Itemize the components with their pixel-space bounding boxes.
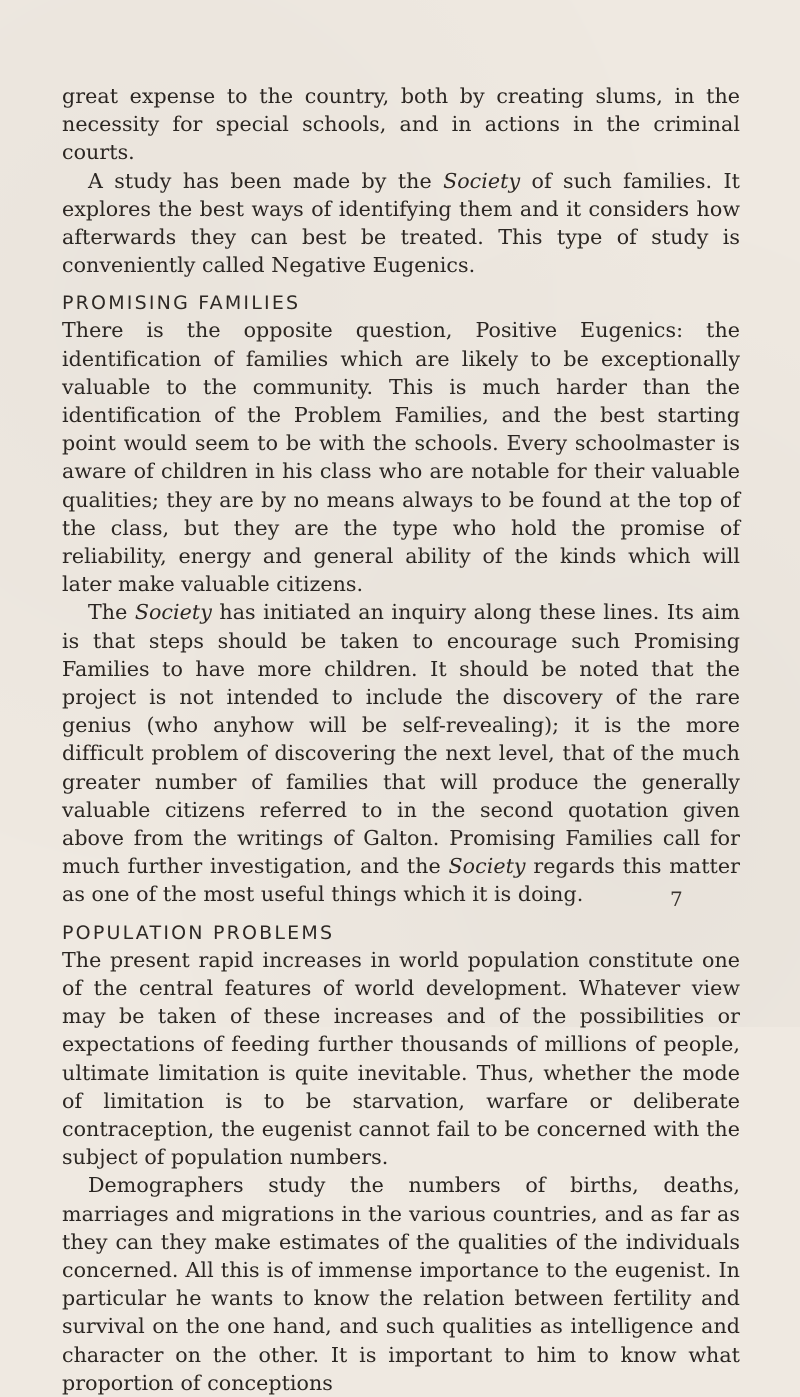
italic-text: Society [443,168,521,193]
page-body [62,82,740,1397]
text-run: has initiated an inquiry along these lines. Its aim is that steps should be taken to encourage such Promising Families to have more children. It should be noted that the project is not intended to include the discovery of the rare genius (who anyhow will be self-revealing); it is the more difficult problem of discovering the next level, that of the much greater number of families that will produce the generally valuable citizens referred to in the second quotation given above from the writings of Galton. Promising Families call for much further investigation, and the [62,600,740,879]
section-heading [62,920,740,946]
text-run: great expense to the country, both by creating slums, in the necessity for special schools, and in actions in the criminal courts. [62,84,740,165]
section-heading [62,290,740,316]
text-run: There is the opposite question, Positive Eugenics: the identification of families which are likely to be exceptionally valuable to the community. This is much harder than the identification of the Problem Families, and the best starting point would seem to be with the schools. Every schoolmaster is aware of children in his class who are notable for their valuable qualities; they are by no means always to be found at the top of the class, but they are the type who hold the promise of reliability, energy and general ability of the kinds which will later make valuable citizens. [62,318,740,597]
text-run: The [88,600,135,625]
body-paragraph [62,1171,740,1397]
body-paragraph [62,316,740,598]
body-paragraph [62,82,740,167]
italic-text: Society [448,854,526,879]
text-run: The present rapid increases in world population constitute one of the central features of world development. Whatever view may be taken of these increases and of the possibilities or expectations of feeding further thousands of millions of people, ultimate limitation is quite inevitable. Thus, whether the mode of limitation is to be starvation, warfare or deliberate contraception, the eugenist cannot fail to be concerned with the subject of population numbers. [62,947,740,1170]
page-number: 7 [670,887,683,911]
text-run: POPULATION PROBLEMS [62,921,335,944]
text-run: PROMISING FAMILIES [62,292,301,315]
body-paragraph [62,946,740,1172]
italic-text: Society [134,600,212,625]
body-paragraph [62,167,740,280]
text-run: regards this matter as one of the most useful things which it is doing. [62,854,740,907]
text-run: of such families. It explores the best ways of identifying them and it considers how afterwards they can best be treated. This type of study is conveniently called Negative Eugenics. [62,168,740,278]
body-paragraph [62,598,740,908]
text-run: Demographers study the numbers of births, deaths, marriages and migrations in the various countries, and as far as they can they make estimates of the qualities of the individuals concerned. All this is of immense importance to the eugenist. In particular he wants to know the relation between fertility and survival on the one hand, and such qualities as intelligence and character on the other. It is important to him to know what proportion of conceptions [62,1173,740,1395]
text-run: A study has been made by the [88,168,444,193]
